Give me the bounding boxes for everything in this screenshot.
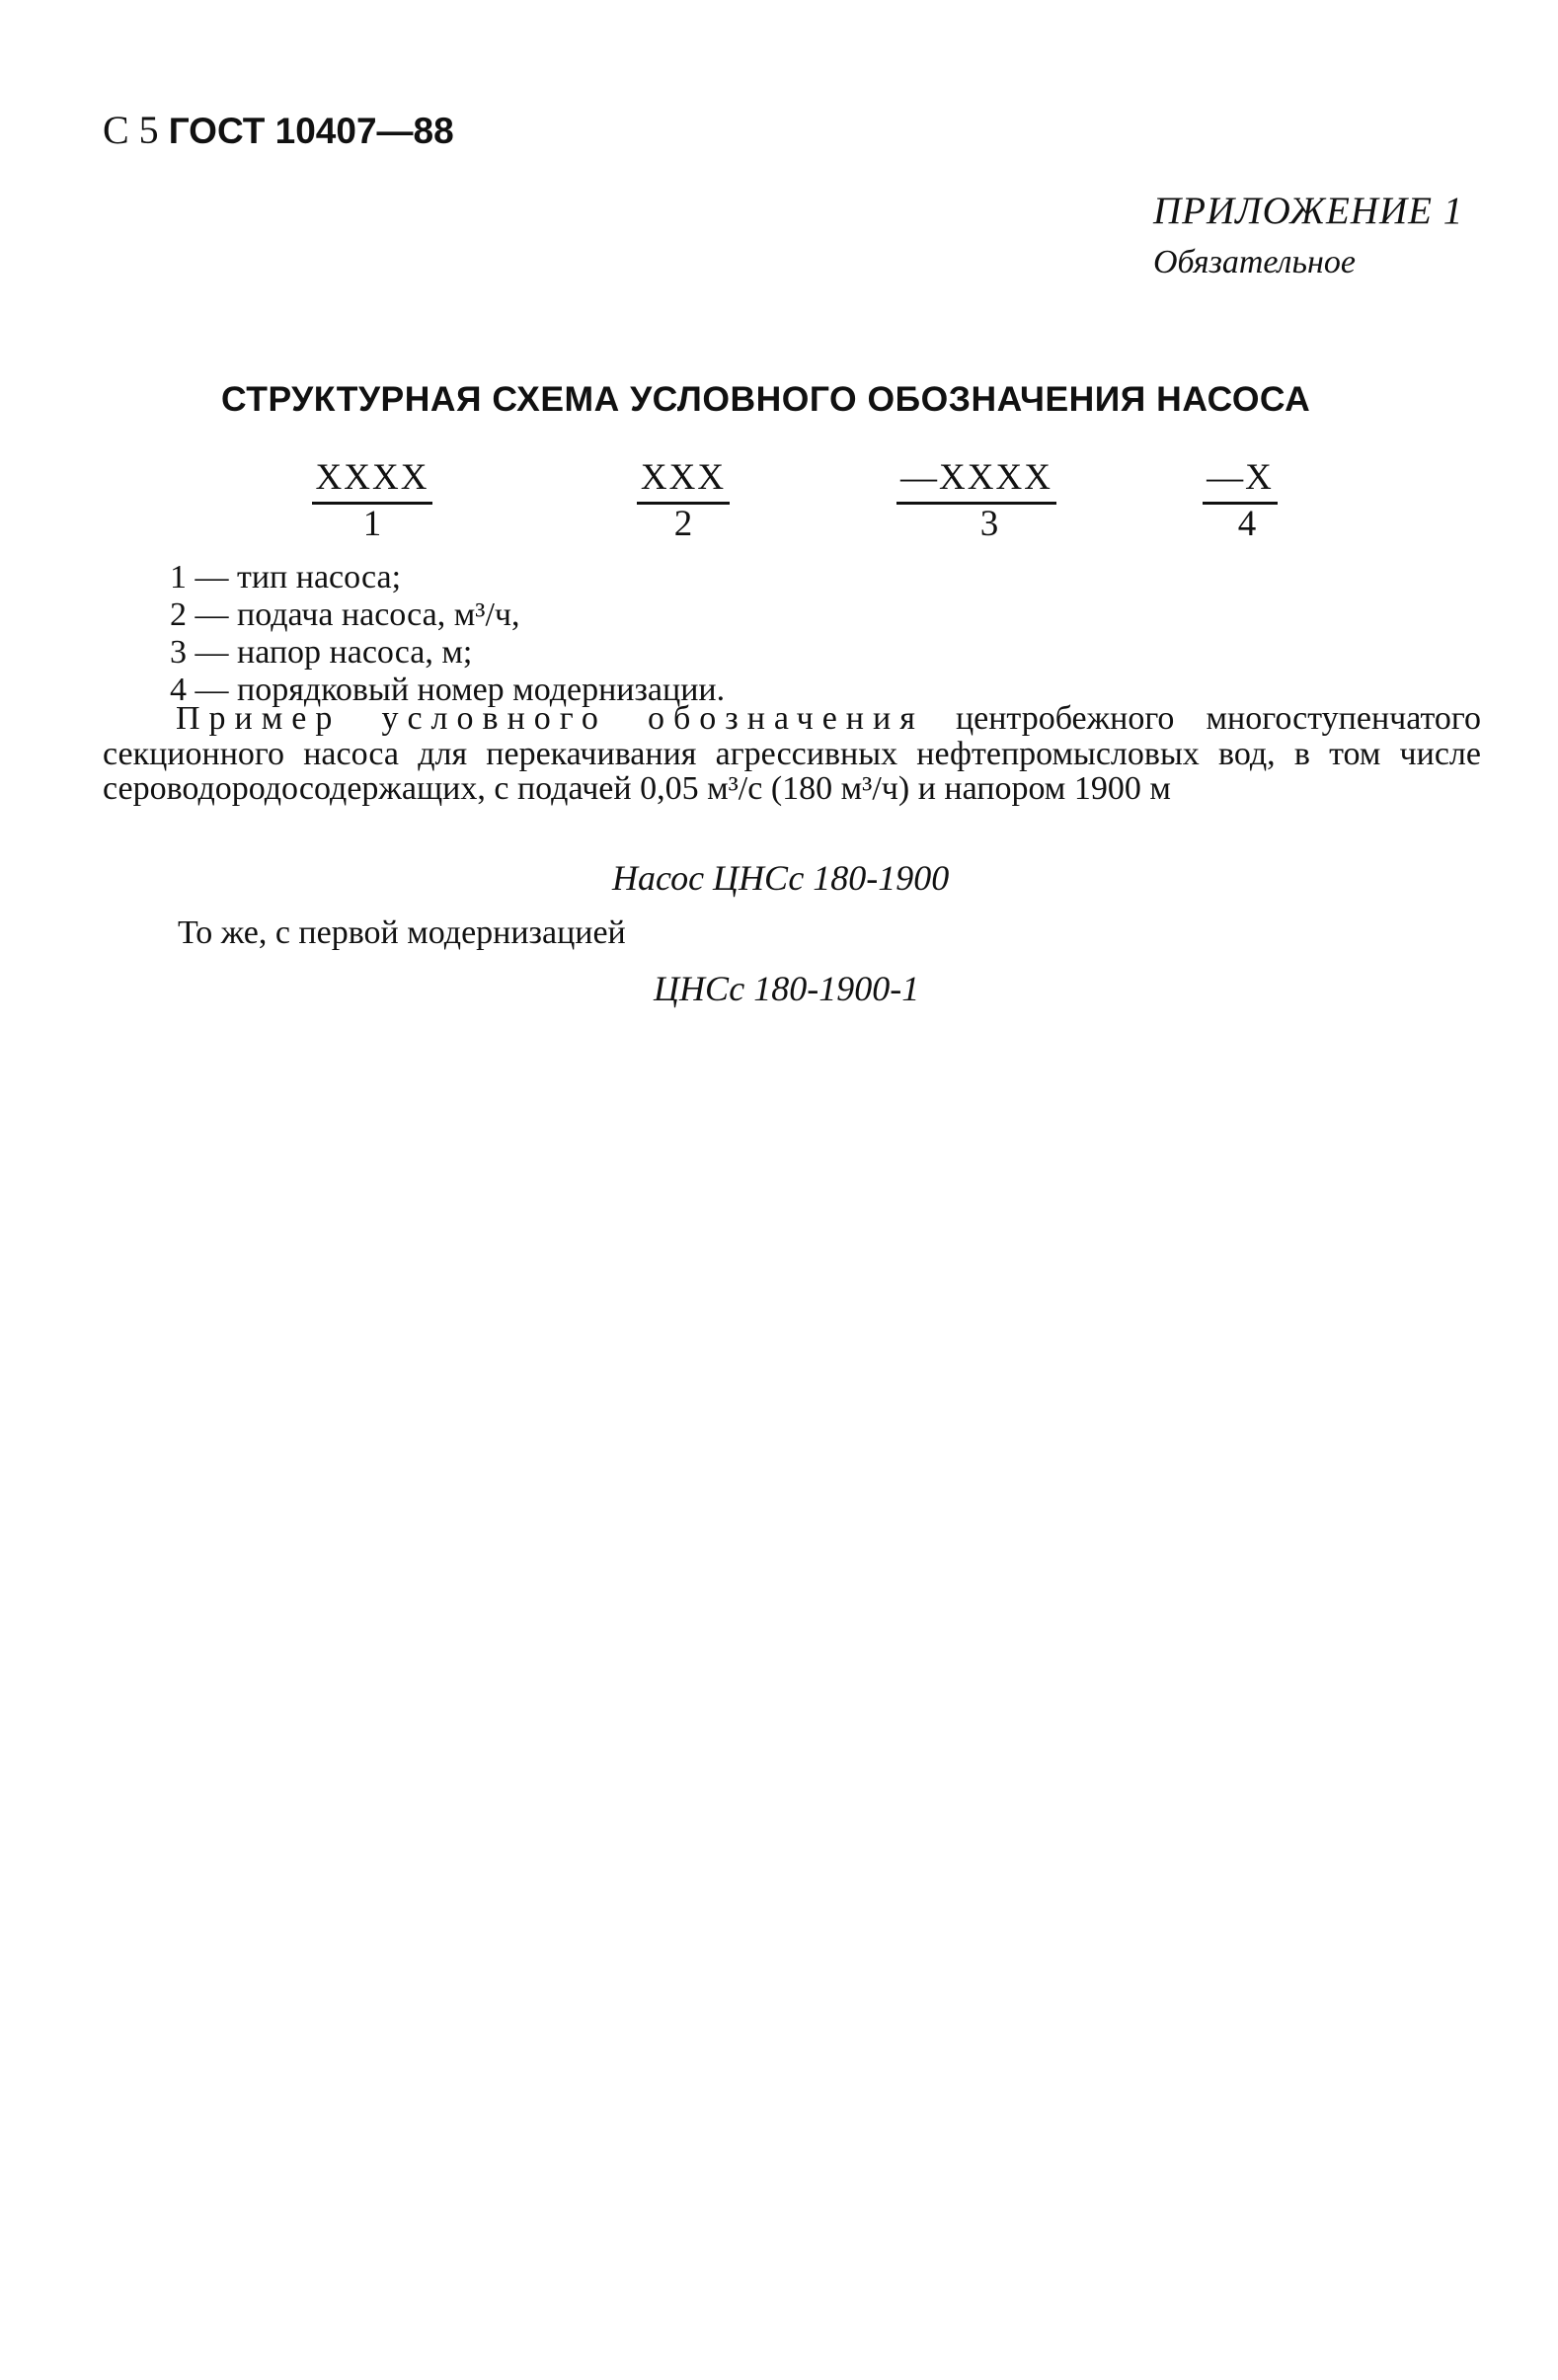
same-modernization-text: То же, с первой модернизацией xyxy=(178,914,626,951)
example-lead: Пример условного обозначения xyxy=(176,700,924,737)
legend-item: 3 — напор насоса, м; xyxy=(170,634,473,671)
legend-list xyxy=(170,559,725,709)
code-part-3 xyxy=(895,456,1058,544)
page-number: С 5 xyxy=(103,108,159,152)
code-part-1-number: 1 xyxy=(362,504,382,544)
code-part-4 xyxy=(1199,456,1282,544)
example-text: центробежного многоступенчатого секционного насоса для перекачивания агрессивных нефтепромысловых вод, в том числе сероводородосодержащих, с подачей 0,05 м³/с (180 м³/ч) и напором 1900 м xyxy=(103,700,1481,807)
scheme-title: СТРУКТУРНАЯ СХЕМА УСЛОВНОГО ОБОЗНАЧЕНИЯ НАСОСА xyxy=(221,379,1311,419)
page-header xyxy=(103,107,454,155)
example-paragraph xyxy=(103,701,1481,807)
legend-item: 4 — порядковый номер модернизации. xyxy=(170,672,726,708)
code-part-3-code: —XXXX xyxy=(896,456,1056,505)
appendix-subtitle: Обязательное xyxy=(1153,244,1356,280)
code-part-1-code: XXXX xyxy=(312,456,433,505)
code-part-2 xyxy=(628,456,739,544)
legend-item: 1 — тип насоса; xyxy=(170,559,402,595)
code-part-4-number: 4 xyxy=(1237,504,1257,544)
designation-modernized: ЦНСс 180-1900-1 xyxy=(654,969,920,1008)
appendix-title: ПРИЛОЖЕНИЕ 1 xyxy=(1153,190,1464,232)
designation-example: Насос ЦНСс 180-1900 xyxy=(612,858,950,898)
code-part-2-code: XXX xyxy=(637,456,730,505)
code-part-1 xyxy=(308,456,436,544)
appendix-block xyxy=(1153,186,1463,288)
code-part-3-number: 3 xyxy=(979,504,999,544)
standard-number: ГОСТ 10407—88 xyxy=(168,111,454,151)
code-part-4-code: —X xyxy=(1203,456,1278,505)
code-part-2-number: 2 xyxy=(673,504,693,544)
legend-item: 2 — подача насоса, м³/ч, xyxy=(170,596,520,633)
